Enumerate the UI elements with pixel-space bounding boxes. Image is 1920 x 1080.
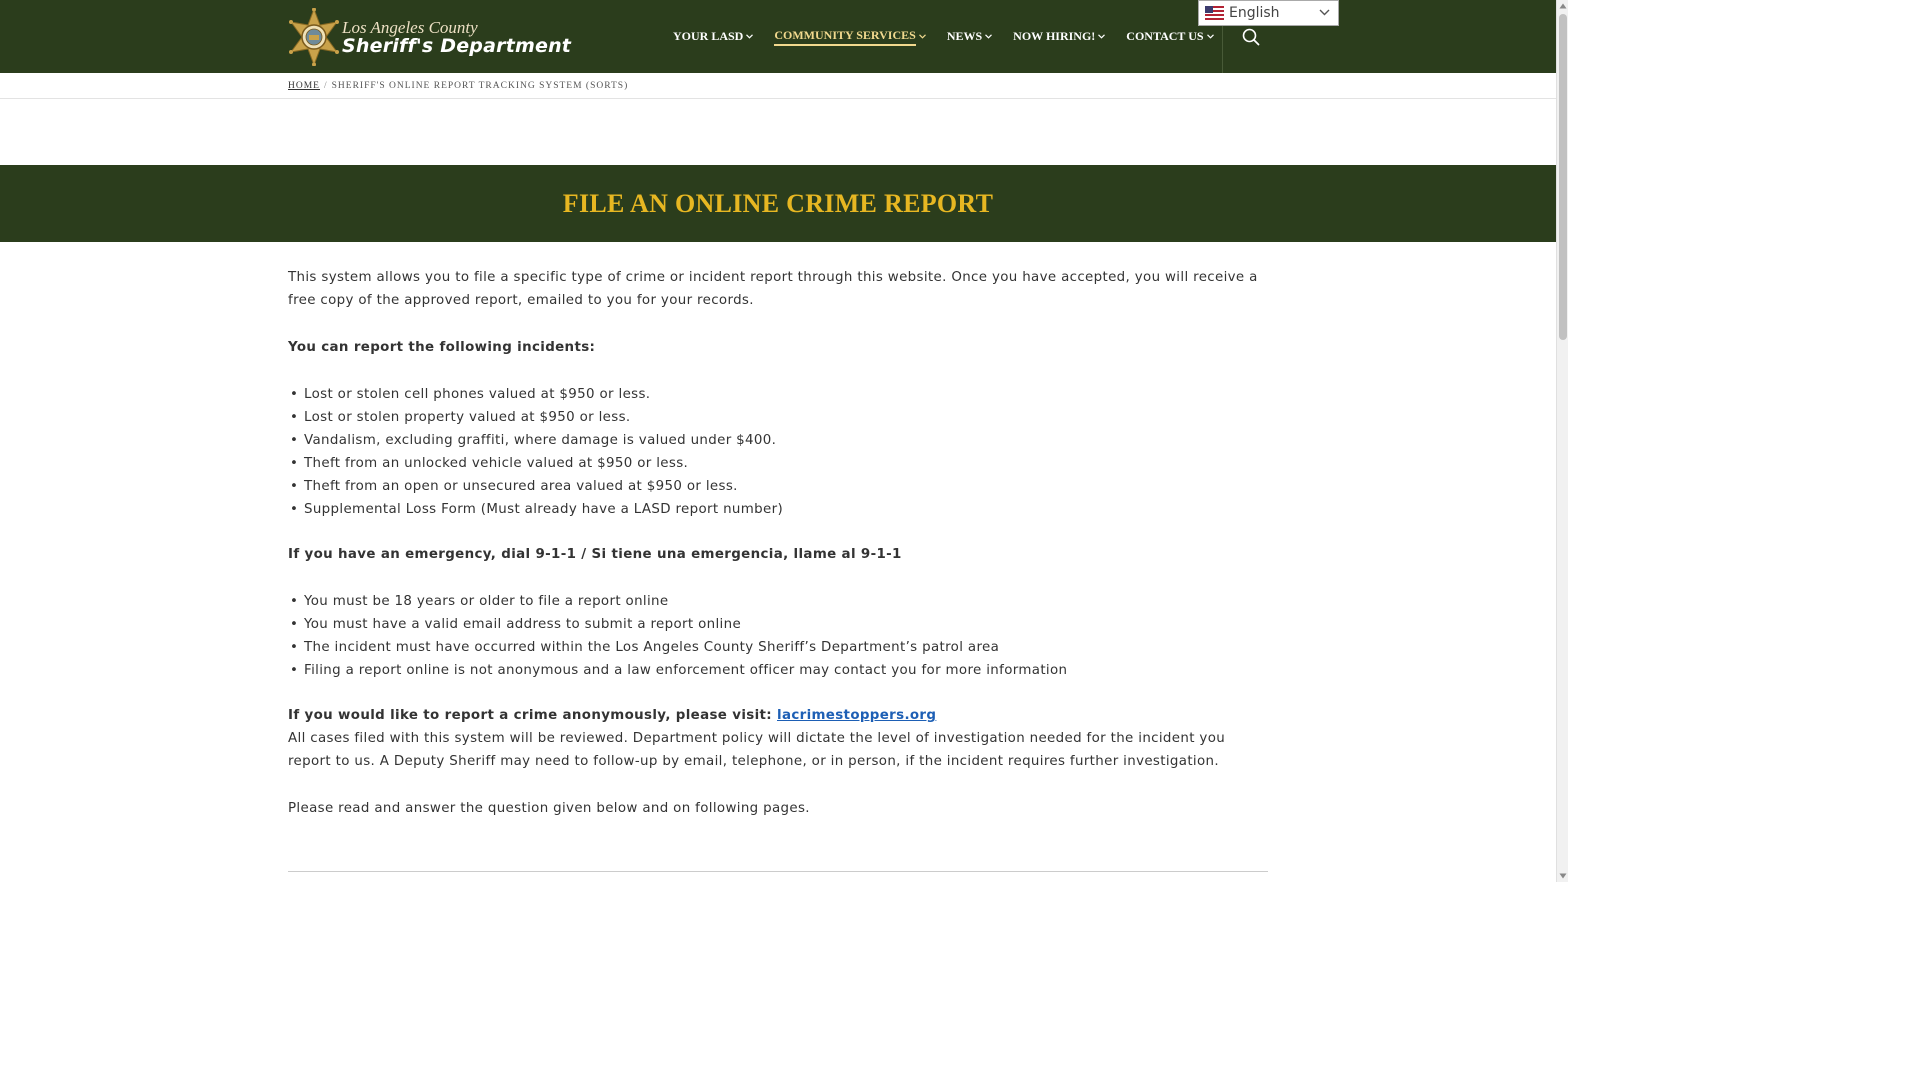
list-item: • Supplemental Loss Form (Must already have a LASD report number) bbox=[288, 498, 1268, 521]
us-flag-icon bbox=[1205, 6, 1224, 20]
breadcrumb-separator: / bbox=[323, 81, 328, 91]
list-item: • You must have a valid email address to submit a report online bbox=[288, 613, 1268, 636]
emergency-notice-text: If you have an emergency, dial 9-1-1 / Si tiene una emergencia, llame al 9-1-1 bbox=[288, 547, 902, 562]
nav-label: COMMUNITY SERVICES bbox=[774, 28, 915, 46]
incidents-heading-text: You can report the following incidents: bbox=[288, 340, 596, 355]
anonymous-notice-text: If you would like to report a crime anonymously, please visit: bbox=[288, 708, 777, 723]
list-item: • Theft from an open or unsecured area valued at $950 or less. bbox=[288, 475, 1268, 498]
page-scrollbar[interactable] bbox=[1556, 0, 1568, 882]
page-title: FILE AN ONLINE CRIME REPORT bbox=[562, 188, 994, 218]
logo-line-department: Sheriff's Department bbox=[342, 35, 572, 57]
review-paragraph: All cases filed with this system will be reviewed. Department policy will dictate the level of investigation needed for the incident you report to us. A Deputy Sheriff may need to follow-up by email, telephone, or in person, if the incident requires further investigation. bbox=[288, 731, 1226, 769]
search-icon bbox=[1241, 27, 1261, 47]
nav-item-contact-us[interactable] bbox=[1126, 29, 1213, 44]
breadcrumb-bar bbox=[0, 73, 1556, 99]
sheriff-star-badge-icon bbox=[288, 8, 340, 66]
nav-label: NEWS bbox=[946, 29, 983, 43]
list-item: • The incident must have occurred within the Los Angeles County Sheriff’s Department’s patrol area bbox=[288, 636, 1268, 659]
intro-paragraph: This system allows you to file a specific type of crime or incident report through this website. Once you have accepted, you will receive a free copy of the approved report, emailed to you for your records. bbox=[288, 270, 1258, 308]
list-item: • Filing a report online is not anonymous and a law enforcement officer may contact you for more information bbox=[288, 659, 1268, 682]
chevron-down-icon bbox=[1207, 34, 1214, 39]
list-item: • You must be 18 years or older to file a report online bbox=[288, 590, 1268, 613]
breadcrumb bbox=[288, 81, 628, 91]
instruction-paragraph: Please read and answer the question given below and on following pages. bbox=[288, 801, 810, 816]
chevron-down-icon bbox=[746, 34, 753, 39]
scrollbar-thumb[interactable] bbox=[1559, 14, 1567, 340]
chevron-down-icon bbox=[919, 34, 926, 39]
nav-label: CONTACT US bbox=[1126, 29, 1204, 43]
language-label: English bbox=[1229, 5, 1280, 21]
requirements-list bbox=[288, 590, 1268, 682]
list-item: • Lost or stolen property valued at $950 or less. bbox=[288, 406, 1268, 429]
nav-item-now-hiring[interactable] bbox=[1013, 29, 1105, 44]
main-nav bbox=[673, 0, 1235, 73]
nav-item-news[interactable] bbox=[947, 29, 992, 44]
nav-item-community-services[interactable] bbox=[774, 28, 925, 46]
search-button[interactable] bbox=[1241, 27, 1261, 47]
breadcrumb-home-link[interactable]: HOME bbox=[288, 81, 320, 91]
title-banner bbox=[0, 165, 1556, 242]
incidents-heading bbox=[288, 336, 1268, 359]
logo-line-county: Los Angeles County bbox=[342, 18, 478, 37]
nav-label: NOW HIRING! bbox=[1013, 29, 1096, 43]
chevron-down-icon bbox=[1098, 34, 1105, 39]
list-item: • Vandalism, excluding graffiti, where damage is valued under $400. bbox=[288, 429, 1268, 452]
language-selector[interactable] bbox=[1198, 0, 1339, 26]
list-item: • Lost or stolen cell phones valued at $950 or less. bbox=[288, 383, 1268, 406]
breadcrumb-current: SHERIFF'S ONLINE REPORT TRACKING SYSTEM (SORTS) bbox=[331, 81, 629, 91]
chevron-down-icon bbox=[1319, 9, 1330, 16]
list-item: • Theft from an unlocked vehicle valued at $950 or less. bbox=[288, 452, 1268, 475]
lacrimestoppers-link[interactable]: lacrimestoppers.org bbox=[777, 708, 937, 723]
anonymous-notice bbox=[288, 704, 1268, 727]
chevron-down-icon bbox=[985, 34, 992, 39]
nav-label: YOUR LASD bbox=[673, 29, 744, 43]
scroll-up-arrow-icon[interactable] bbox=[1559, 3, 1567, 9]
incidents-list bbox=[288, 383, 1268, 521]
nav-item-your-lasd[interactable] bbox=[673, 29, 753, 44]
logo-wordmark bbox=[342, 8, 582, 66]
main-content bbox=[288, 266, 1268, 820]
emergency-notice bbox=[288, 543, 1268, 566]
site-logo[interactable] bbox=[288, 8, 578, 66]
section-divider bbox=[288, 871, 1268, 872]
scroll-down-arrow-icon[interactable] bbox=[1559, 873, 1567, 879]
site-header bbox=[0, 0, 1556, 73]
